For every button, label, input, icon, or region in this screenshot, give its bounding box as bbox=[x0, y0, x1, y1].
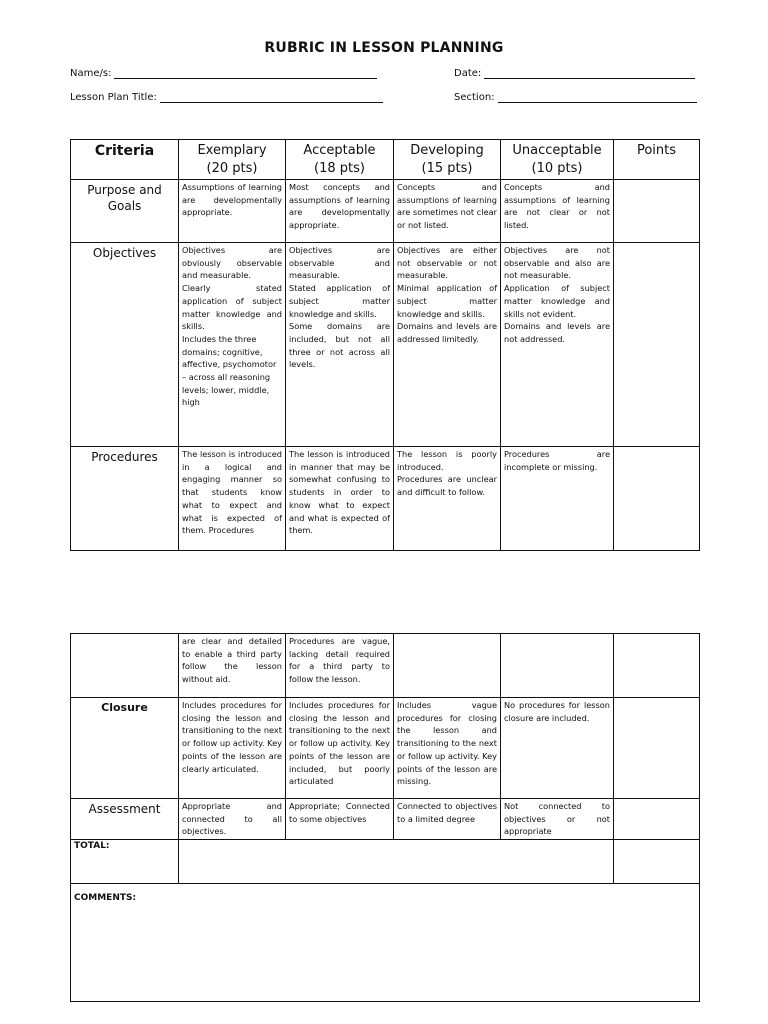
purpose-criteria: Purpose and Goals bbox=[71, 180, 179, 243]
closure-unacceptable: No procedures for lesson closure are included. bbox=[501, 698, 614, 799]
developing-header bbox=[394, 140, 501, 180]
purpose-row bbox=[71, 180, 700, 243]
lesson-plan-title-label: Lesson Plan Title: bbox=[70, 92, 157, 103]
objectives-acceptable-p1: Objectives are observable and measurable. bbox=[289, 245, 390, 281]
assessment-unacceptable: Not connected to objectives or not appropriate bbox=[501, 799, 614, 840]
header-row bbox=[71, 140, 700, 180]
date-blank[interactable] bbox=[484, 67, 695, 79]
assessment-developing: Connected to objectives to a limited degree bbox=[394, 799, 501, 840]
purpose-developing: Concepts and assumptions of learning are sometimes not clear or not listed. bbox=[394, 180, 501, 243]
objectives-exemplary-p3: Includes the three domains; cognitive, affective, psychomotor – across all reasoning levels; lower, middle, high bbox=[182, 333, 277, 408]
comments-row bbox=[71, 884, 700, 1002]
acceptable-header bbox=[286, 140, 394, 180]
lesson-plan-title-field bbox=[70, 91, 383, 103]
objectives-unacceptable-p1: Objectives are not observable and also are not measurable. bbox=[504, 245, 610, 281]
objectives-exemplary-p2: Clearly stated application of subject matter knowledge and skills. bbox=[182, 283, 282, 332]
total-row bbox=[71, 840, 700, 884]
date-field bbox=[454, 67, 695, 79]
unacceptable-header bbox=[501, 140, 614, 180]
total-points[interactable] bbox=[614, 840, 700, 884]
objectives-criteria: Objectives bbox=[71, 243, 179, 447]
developing-points: (15 pts) bbox=[421, 161, 473, 176]
comments-label: COMMENTS: bbox=[74, 893, 137, 904]
objectives-developing-p1: Objectives are either not observable or not measurable. bbox=[397, 245, 497, 281]
exemplary-header bbox=[179, 140, 286, 180]
criteria-header: Criteria bbox=[71, 140, 179, 180]
date-label: Date: bbox=[454, 68, 482, 79]
total-space bbox=[179, 840, 614, 884]
closure-developing: Includes vague procedures for closing the lesson and transitioning to the next or follow up activity. Key points of the lesson are missing. bbox=[394, 698, 501, 799]
rubric-table-part-1 bbox=[70, 139, 700, 551]
objectives-row bbox=[71, 243, 700, 447]
objectives-developing-p2: Minimal application of subject matter knowledge and skills. bbox=[397, 283, 497, 319]
points-header: Points bbox=[614, 140, 700, 180]
closure-points[interactable] bbox=[614, 698, 700, 799]
procedures-exemplary: The lesson is introduced in a logical and engaging manner so that students know what to expect and what is expected of them. Procedures bbox=[179, 447, 286, 551]
closure-row bbox=[71, 698, 700, 799]
objectives-developing bbox=[394, 243, 501, 447]
total-label: TOTAL: bbox=[71, 840, 179, 884]
procedures-continued-acceptable: Procedures are vague, lacking detail required for a third party to follow the lesson. bbox=[286, 634, 394, 698]
lesson-plan-title-blank[interactable] bbox=[160, 91, 383, 103]
objectives-unacceptable-p2: Application of subject matter knowledge and skills not evident. bbox=[504, 283, 610, 319]
procedures-developing-p1: The lesson is poorly introduced. bbox=[397, 449, 497, 472]
procedures-points[interactable] bbox=[614, 447, 700, 551]
section-field bbox=[454, 91, 697, 103]
objectives-exemplary bbox=[179, 243, 286, 447]
procedures-continued-developing bbox=[394, 634, 501, 698]
objectives-unacceptable-p3: Domains and levels are not addressed. bbox=[504, 321, 610, 344]
procedures-continued-unacceptable bbox=[501, 634, 614, 698]
name-field bbox=[70, 67, 377, 79]
procedures-acceptable: The lesson is introduced in manner that may be somewhat confusing to students in order to know what to expect and what is expected of them. bbox=[286, 447, 394, 551]
section-label: Section: bbox=[454, 92, 495, 103]
purpose-exemplary: Assumptions of learning are developmentally appropriate. bbox=[179, 180, 286, 243]
closure-acceptable: Includes procedures for closing the lesson and transitioning to the next or follow up activity. Key points of the lesson are included, but poorly articulated bbox=[286, 698, 394, 799]
objectives-acceptable-p3: Some domains are included, but not all three or not across all levels. bbox=[289, 321, 390, 370]
closure-criteria: Closure bbox=[71, 698, 179, 799]
procedures-criteria: Procedures bbox=[71, 447, 179, 551]
assessment-points[interactable] bbox=[614, 799, 700, 840]
procedures-developing-p2: Procedures are unclear and difficult to follow. bbox=[397, 474, 497, 498]
name-blank[interactable] bbox=[114, 67, 377, 79]
objectives-unacceptable bbox=[501, 243, 614, 447]
assessment-criteria: Assessment bbox=[71, 799, 179, 840]
developing-label: Developing bbox=[410, 143, 484, 158]
exemplary-label: Exemplary bbox=[197, 143, 267, 158]
acceptable-points: (18 pts) bbox=[314, 161, 365, 176]
purpose-points[interactable] bbox=[614, 180, 700, 243]
objectives-exemplary-p1: Objectives are obviously observable and measurable. bbox=[182, 245, 282, 281]
assessment-row bbox=[71, 799, 700, 840]
purpose-acceptable: Most concepts and assumptions of learning are developmentally appropriate. bbox=[286, 180, 394, 243]
objectives-points[interactable] bbox=[614, 243, 700, 447]
procedures-continued-row bbox=[71, 634, 700, 698]
exemplary-points: (20 pts) bbox=[206, 161, 258, 176]
procedures-continued-points[interactable] bbox=[614, 634, 700, 698]
closure-exemplary: Includes procedures for closing the lesson and transitioning to the next or follow up activity. Key points of the lesson are clearly articulated. bbox=[179, 698, 286, 799]
objectives-developing-p3: Domains and levels are addressed limitedly. bbox=[397, 321, 497, 344]
purpose-unacceptable: Concepts and assumptions of learning are not clear or not listed. bbox=[501, 180, 614, 243]
section-blank[interactable] bbox=[498, 91, 697, 103]
procedures-continued-exemplary: are clear and detailed to enable a third party follow the lesson without aid. bbox=[179, 634, 286, 698]
procedures-row bbox=[71, 447, 700, 551]
name-label: Name/s: bbox=[70, 68, 112, 79]
procedures-unacceptable: Procedures are incomplete or missing. bbox=[501, 447, 614, 551]
objectives-acceptable bbox=[286, 243, 394, 447]
procedures-continued-criteria bbox=[71, 634, 179, 698]
assessment-exemplary: Appropriate and connected to all objectives. bbox=[179, 799, 286, 840]
rubric-table-part-2 bbox=[70, 633, 700, 1002]
comments-box[interactable] bbox=[71, 884, 700, 1002]
unacceptable-label: Unacceptable bbox=[512, 143, 602, 158]
acceptable-label: Acceptable bbox=[303, 143, 376, 158]
unacceptable-points: (10 pts) bbox=[531, 161, 583, 176]
assessment-acceptable: Appropriate; Connected to some objectives bbox=[286, 799, 394, 840]
document-title: RUBRIC IN LESSON PLANNING bbox=[264, 40, 504, 56]
procedures-developing bbox=[394, 447, 501, 551]
objectives-acceptable-p2: Stated application of subject matter knowledge and skills. bbox=[289, 283, 390, 319]
